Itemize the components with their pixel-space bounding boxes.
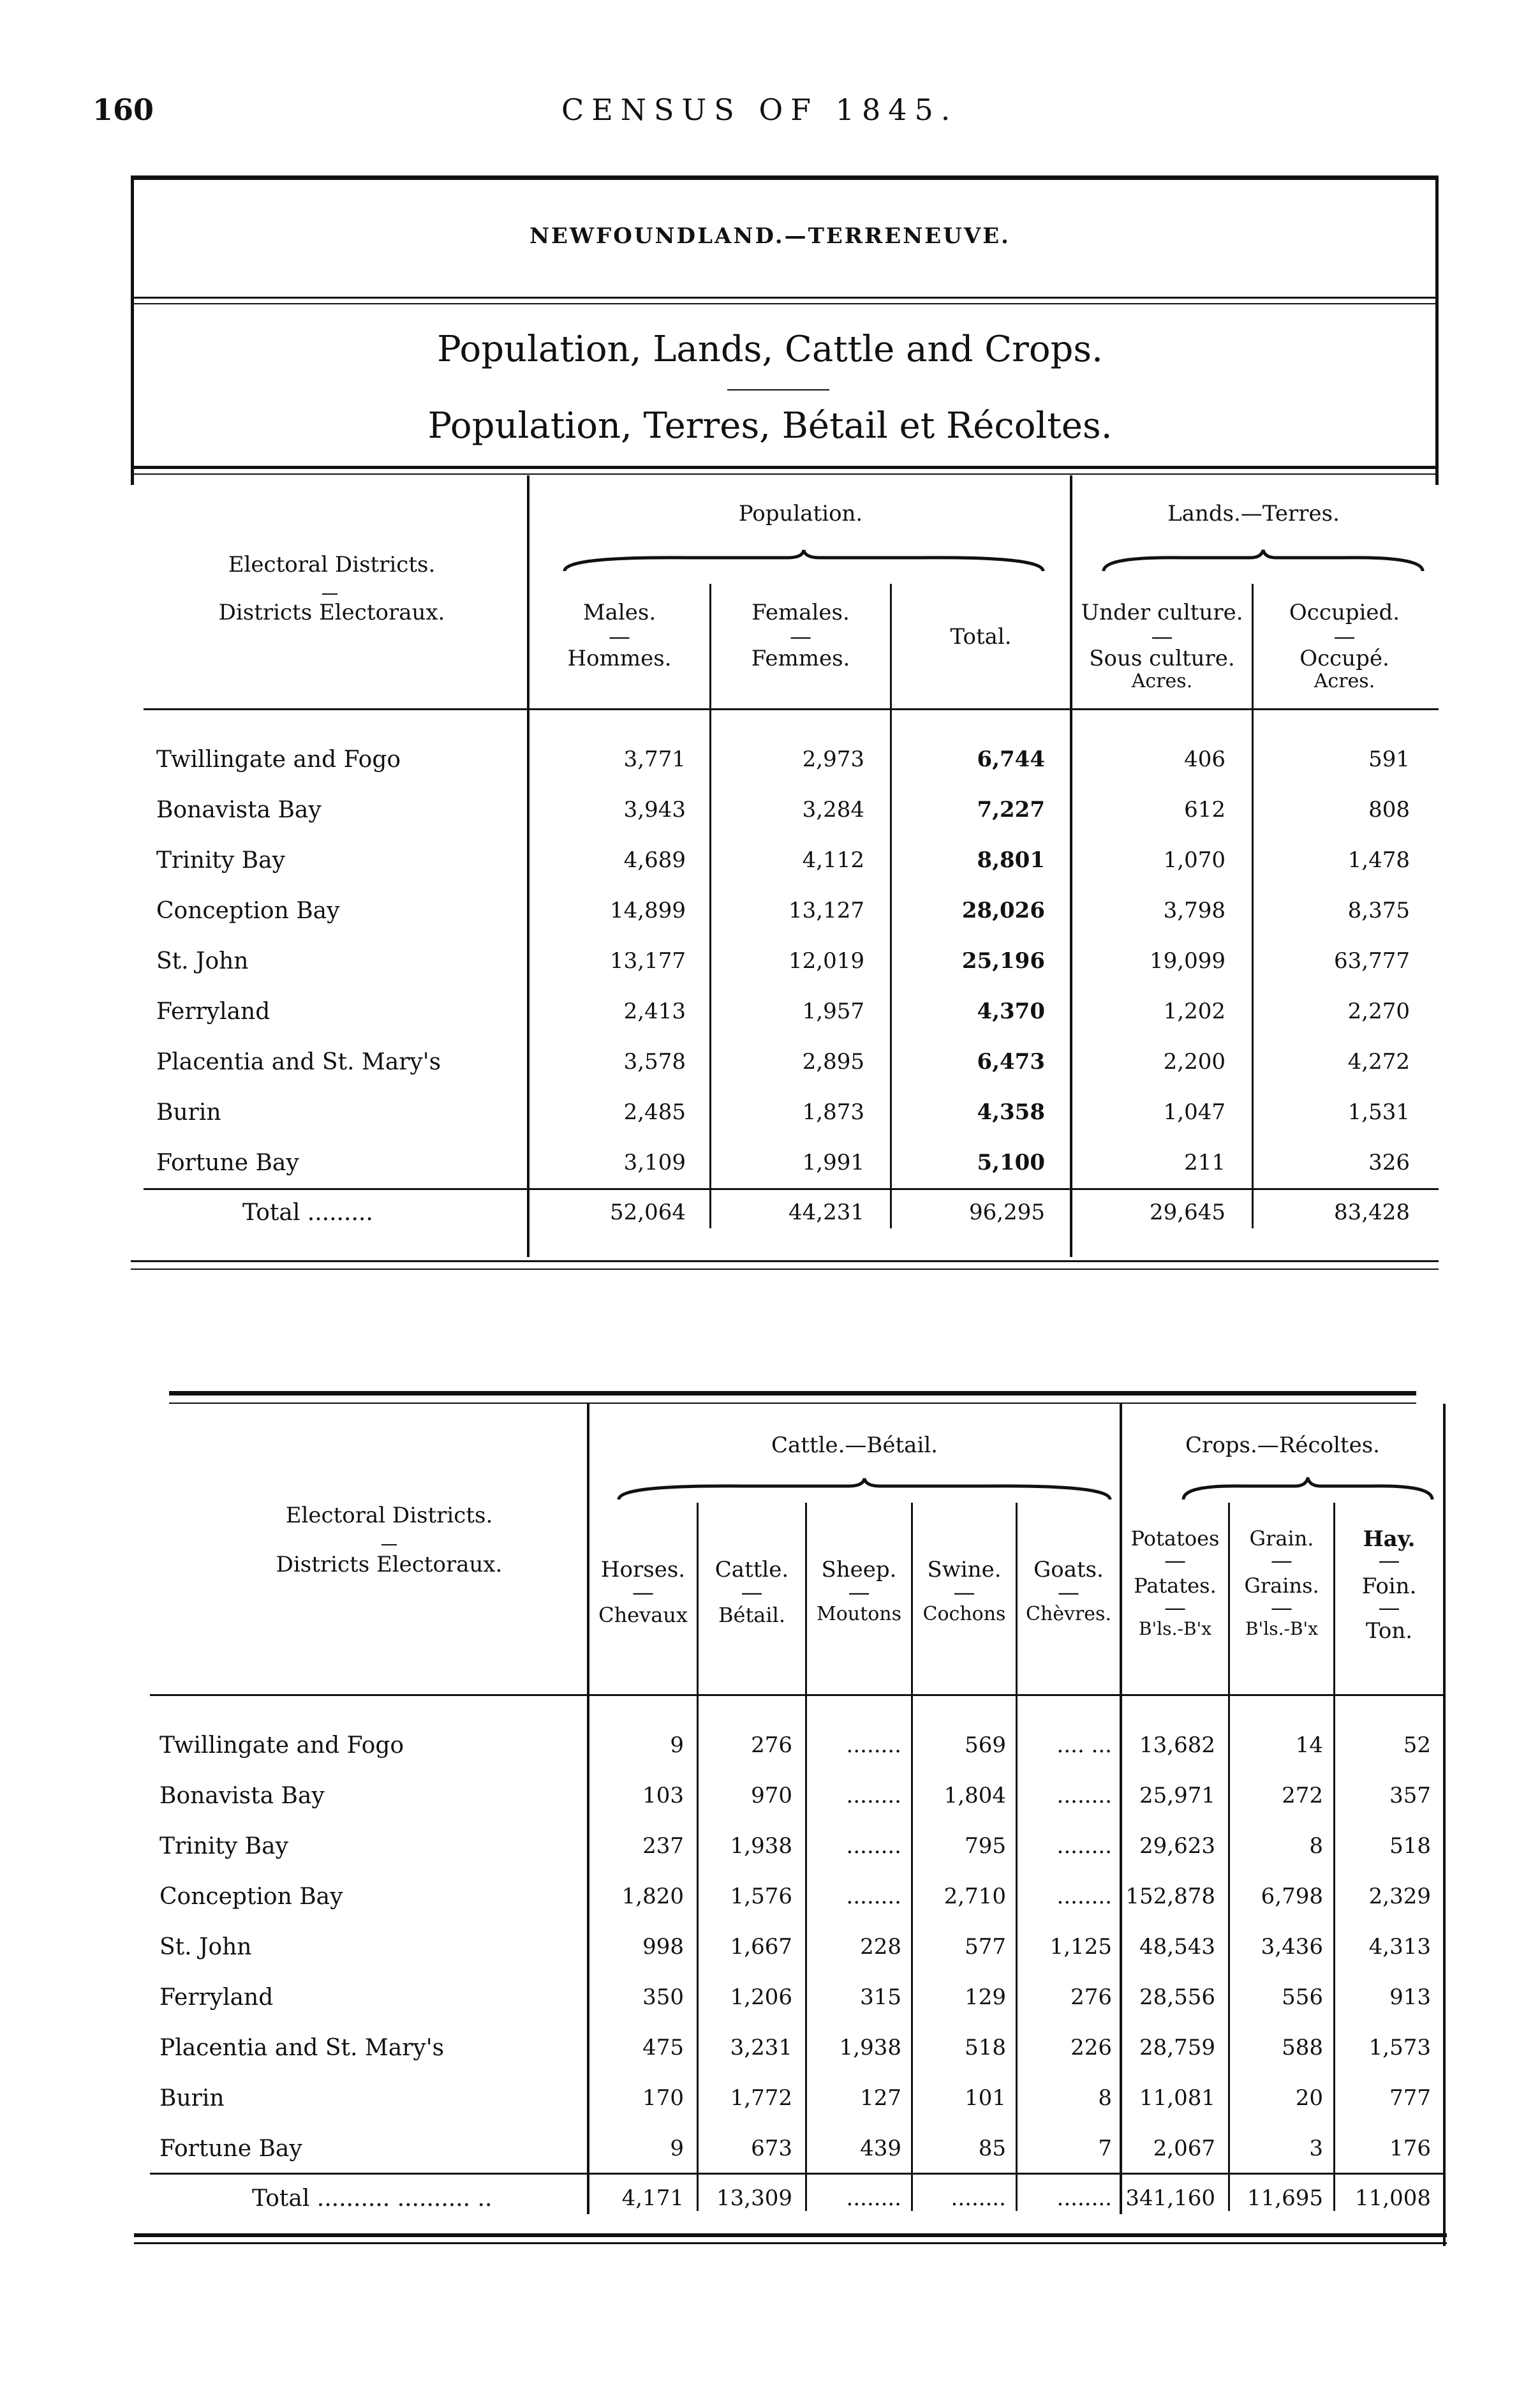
- t2-total-hay: 11,008: [1355, 2185, 1431, 2211]
- cell-grain: 556: [1282, 1984, 1323, 2010]
- t1-total-females: 44,231: [789, 1200, 864, 1225]
- cell-sheep: 315: [860, 1984, 901, 2010]
- cell-grain: 20: [1295, 2085, 1323, 2111]
- cell-cattle: 1,667: [730, 1934, 792, 1960]
- district-name: Fortune Bay: [159, 2136, 302, 2162]
- t1-col-males-fr: Hommes.: [567, 646, 672, 671]
- t1-total-males: 52,064: [610, 1200, 686, 1225]
- cell-horses: 1,820: [621, 1884, 684, 1909]
- t1-bottom-rule: [131, 1260, 1439, 1262]
- t2-col-potatoes-unit: B'ls.-B'x: [1138, 1618, 1212, 1639]
- t2-total-horses: 4,171: [621, 2185, 684, 2211]
- cell-grain: 3: [1309, 2136, 1323, 2161]
- t1-title-en: Population, Lands, Cattle and Crops.: [437, 329, 1103, 370]
- cell-occupied: 326: [1368, 1150, 1410, 1175]
- cell-swine: 101: [965, 2085, 1006, 2111]
- cell-goats: ........: [1056, 1783, 1112, 1808]
- cell-males: 3,771: [623, 747, 686, 772]
- district-name: Ferryland: [156, 999, 270, 1025]
- t1-total-under: 29,645: [1150, 1200, 1225, 1225]
- cell-goats: ........: [1056, 1884, 1112, 1909]
- cell-cattle: 1,576: [730, 1884, 792, 1909]
- cell-horses: 170: [642, 2085, 684, 2111]
- t1-region-rule: [134, 297, 1435, 299]
- cell-hay: 777: [1389, 2085, 1431, 2111]
- cell-females: 1,957: [802, 999, 864, 1024]
- cell-goats: 7: [1098, 2136, 1112, 2161]
- cell-swine: 577: [965, 1934, 1006, 1960]
- cell-sheep: 439: [860, 2136, 901, 2161]
- cell-grain: 8: [1309, 1833, 1323, 1859]
- cell-hay: 4,313: [1368, 1934, 1431, 1960]
- cell-occupied: 2,270: [1347, 999, 1410, 1024]
- t1-col-females-dash: —: [790, 624, 811, 650]
- t2-col-grain-dash-2: —: [1271, 1595, 1292, 1621]
- t1-col-occ-fr: Occupé.: [1299, 646, 1389, 671]
- cell-grain: 6,798: [1261, 1884, 1323, 1909]
- district-name: Burin: [156, 1099, 221, 1126]
- cell-total: 6,473: [977, 1049, 1045, 1075]
- cell-hay: 357: [1389, 1783, 1431, 1808]
- cell-goats: ........: [1056, 1833, 1112, 1859]
- cell-goats: 8: [1098, 2085, 1112, 2111]
- t2-col-hay-en: Hay.: [1363, 1526, 1416, 1552]
- t1-title-fr: Population, Terres, Bétail et Récoltes.: [427, 405, 1113, 447]
- cell-potatoes: 152,878: [1125, 1884, 1215, 1909]
- district-name: Bonavista Bay: [156, 797, 322, 823]
- t2-col-sheep-dash: —: [848, 1580, 870, 1605]
- cell-occupied: 63,777: [1334, 948, 1410, 974]
- cell-males: 2,413: [623, 999, 686, 1024]
- t2-col-grain-en: Grain.: [1249, 1526, 1314, 1551]
- cell-sheep: ........: [846, 1732, 901, 1758]
- t2-col-grain-unit: B'ls.-B'x: [1245, 1618, 1319, 1639]
- t1-col-under-dash: —: [1151, 624, 1173, 650]
- t2-cattle-brace: [616, 1477, 1113, 1503]
- t1-population-brace: [561, 549, 1046, 574]
- cell-total: 5,100: [977, 1150, 1045, 1175]
- t2-col-sheep-en: Sheep.: [821, 1557, 897, 1582]
- cell-horses: 998: [642, 1934, 684, 1960]
- t2-total-goats: ........: [1056, 2185, 1112, 2211]
- t1-lands-brace: [1100, 549, 1426, 574]
- district-name: Ferryland: [159, 1984, 274, 2011]
- t1-region-rule-2: [134, 303, 1435, 304]
- cell-hay: 176: [1389, 2136, 1431, 2161]
- t2-col-potatoes-en: Potatoes: [1130, 1526, 1220, 1551]
- cell-males: 13,177: [610, 948, 686, 974]
- t2-col-cattle-en: Cattle.: [714, 1557, 789, 1582]
- cell-horses: 475: [642, 2035, 684, 2060]
- t2-col-goats-fr: Chèvres.: [1025, 1603, 1111, 1625]
- t2-col-potatoes-dash: —: [1164, 1548, 1186, 1574]
- cell-females: 2,895: [802, 1049, 864, 1075]
- cell-sheep: 127: [860, 2085, 901, 2111]
- t2-total-cattle: 13,309: [716, 2185, 792, 2211]
- cell-males: 4,689: [623, 847, 686, 873]
- cell-occupied: 8,375: [1347, 898, 1410, 923]
- cell-potatoes: 29,623: [1139, 1833, 1215, 1859]
- cell-hay: 1,573: [1368, 2035, 1431, 2060]
- cell-grain: 588: [1282, 2035, 1323, 2060]
- t2-header-bottom-rule: [150, 1694, 1445, 1696]
- t1-header-bottom-rule: [144, 708, 1439, 710]
- cell-sheep: ........: [846, 1833, 901, 1859]
- cell-females: 1,873: [802, 1099, 864, 1125]
- district-name: Conception Bay: [159, 1884, 343, 1910]
- cell-under: 1,070: [1163, 847, 1225, 873]
- cell-potatoes: 48,543: [1139, 1934, 1215, 1960]
- district-name: Placentia and St. Mary's: [159, 2035, 445, 2061]
- t2-crops-brace: [1180, 1477, 1435, 1503]
- t2-col-grain-fr: Grains.: [1244, 1574, 1319, 1598]
- t2-total-swine: ........: [951, 2185, 1006, 2211]
- cell-grain: 272: [1282, 1783, 1323, 1808]
- t2-col-potatoes-fr: Patates.: [1134, 1574, 1217, 1598]
- t1-district-header-en: Electoral Districts.: [228, 552, 436, 577]
- t1-col-males-en: Males.: [582, 600, 656, 625]
- t2-top-rule-2: [169, 1403, 1416, 1404]
- cell-cattle: 3,231: [730, 2035, 792, 2060]
- cell-cattle: 1,772: [730, 2085, 792, 2111]
- t1-col-males-dash: —: [609, 624, 630, 650]
- t2-col-hay-fr: Foin.: [1361, 1574, 1417, 1599]
- t2-col-horses-fr: Chevaux: [598, 1603, 688, 1627]
- district-name: Twillingate and Fogo: [156, 747, 401, 773]
- cell-total: 28,026: [961, 898, 1045, 923]
- cell-total: 25,196: [961, 948, 1045, 974]
- cell-cattle: 276: [751, 1732, 792, 1758]
- t1-col-under-unit: Acres.: [1131, 670, 1193, 692]
- cell-total: 6,744: [977, 747, 1045, 772]
- t2-col-hay-dash: —: [1378, 1548, 1400, 1574]
- page-number: 160: [93, 93, 154, 127]
- t2-col-swine-en: Swine.: [927, 1557, 1002, 1582]
- t1-district-header-dash: [322, 593, 337, 595]
- t2-right-border: [1443, 1404, 1446, 2246]
- cell-total: 8,801: [977, 847, 1045, 873]
- cell-males: 2,485: [623, 1099, 686, 1125]
- cell-goats: 276: [1070, 1984, 1112, 2010]
- cell-sheep: ........: [846, 1783, 901, 1808]
- cell-sheep: 1,938: [839, 2035, 901, 2060]
- t2-col-cattle-dash: —: [741, 1580, 763, 1605]
- cell-cattle: 1,206: [730, 1984, 792, 2010]
- cell-goats: 226: [1070, 2035, 1112, 2060]
- t2-total-potatoes: 341,160: [1125, 2185, 1215, 2211]
- cell-horses: 9: [670, 2136, 684, 2161]
- t1-total-total: 96,295: [969, 1200, 1045, 1225]
- t1-total-label: Total .........: [242, 1200, 373, 1226]
- cell-under: 612: [1184, 797, 1225, 822]
- t1-col-occ-en: Occupied.: [1289, 600, 1400, 625]
- district-name: Twillingate and Fogo: [159, 1732, 404, 1759]
- cell-under: 211: [1184, 1150, 1225, 1175]
- cell-hay: 2,329: [1368, 1884, 1431, 1909]
- t1-top-rule: [131, 175, 1439, 180]
- t1-group-population: Population.: [738, 501, 863, 526]
- t1-col-females-fr: Femmes.: [751, 646, 850, 671]
- t1-header-top-rule-2: [131, 473, 1439, 475]
- cell-females: 12,019: [789, 948, 864, 974]
- district-name: St. John: [156, 948, 249, 974]
- t2-col-hay-dash-2: —: [1378, 1595, 1400, 1621]
- cell-hay: 518: [1389, 1833, 1431, 1859]
- cell-under: 1,202: [1163, 999, 1225, 1024]
- t1-title-divider: [727, 389, 829, 391]
- t2-col-goats-en: Goats.: [1033, 1557, 1104, 1582]
- cell-potatoes: 28,556: [1139, 1984, 1215, 2010]
- cell-goats: 1,125: [1049, 1934, 1112, 1960]
- cell-horses: 103: [642, 1783, 684, 1808]
- t1-col-total: Total.: [950, 624, 1012, 650]
- t1-total-occupied: 83,428: [1334, 1200, 1410, 1225]
- t2-col-hay-unit: Ton.: [1365, 1618, 1413, 1644]
- cell-cattle: 970: [751, 1783, 792, 1808]
- cell-sheep: 228: [860, 1934, 901, 1960]
- t2-total-grain: 11,695: [1247, 2185, 1323, 2211]
- t1-total-top-rule: [144, 1188, 1439, 1190]
- t1-district-header-fr: Districts Electoraux.: [218, 600, 445, 625]
- cell-total: 4,358: [977, 1099, 1045, 1125]
- t1-col-under-en: Under culture.: [1081, 600, 1243, 625]
- district-name: St. John: [159, 1934, 252, 1960]
- cell-grain: 14: [1295, 1732, 1323, 1758]
- district-name: Trinity Bay: [159, 1833, 288, 1859]
- district-name: Conception Bay: [156, 898, 340, 924]
- cell-swine: 129: [965, 1984, 1006, 2010]
- t1-header-top-rule: [131, 466, 1439, 469]
- cell-males: 3,578: [623, 1049, 686, 1075]
- t2-col-swine-dash: —: [953, 1580, 975, 1605]
- t2-district-header-fr: Districts Electoraux.: [276, 1552, 503, 1577]
- cell-females: 3,284: [802, 797, 864, 822]
- cell-potatoes: 28,759: [1139, 2035, 1215, 2060]
- cell-horses: 237: [642, 1833, 684, 1859]
- t2-group-cattle: Cattle.—Bétail.: [771, 1433, 938, 1458]
- cell-swine: 85: [978, 2136, 1006, 2161]
- district-name: Bonavista Bay: [159, 1783, 325, 1809]
- district-name: Trinity Bay: [156, 847, 285, 874]
- t2-district-header-en: Electoral Districts.: [285, 1503, 493, 1528]
- cell-under: 19,099: [1150, 948, 1225, 974]
- cell-under: 3,798: [1163, 898, 1225, 923]
- t2-district-header-dash: [381, 1544, 397, 1545]
- cell-swine: 2,710: [944, 1884, 1006, 1909]
- cell-total: 7,227: [977, 797, 1045, 822]
- cell-males: 14,899: [610, 898, 686, 923]
- cell-under: 2,200: [1163, 1049, 1225, 1075]
- t2-col-horses-en: Horses.: [600, 1557, 686, 1582]
- t2-col-horses-dash: —: [632, 1580, 654, 1605]
- cell-horses: 9: [670, 1732, 684, 1758]
- cell-occupied: 4,272: [1347, 1049, 1410, 1075]
- t2-col-grain-dash: —: [1271, 1548, 1292, 1574]
- cell-under: 1,047: [1163, 1099, 1225, 1125]
- cell-hay: 913: [1389, 1984, 1431, 2010]
- t2-total-label: Total .......... .......... ..: [252, 2185, 492, 2212]
- t1-region-title: NEWFOUNDLAND.—TERRENEUVE.: [529, 223, 1011, 249]
- cell-cattle: 673: [751, 2136, 792, 2161]
- t1-col-under-fr: Sous culture.: [1089, 646, 1235, 671]
- t1-group-lands: Lands.—Terres.: [1167, 501, 1340, 526]
- cell-potatoes: 2,067: [1153, 2136, 1215, 2161]
- cell-swine: 518: [965, 2035, 1006, 2060]
- t2-col-goats-dash: —: [1058, 1580, 1079, 1605]
- cell-occupied: 591: [1368, 747, 1410, 772]
- cell-potatoes: 13,682: [1139, 1732, 1215, 1758]
- cell-occupied: 1,478: [1347, 847, 1410, 873]
- cell-males: 3,109: [623, 1150, 686, 1175]
- cell-grain: 3,436: [1261, 1934, 1323, 1960]
- t2-bottom-rule-2: [134, 2242, 1447, 2244]
- district-name: Burin: [159, 2085, 225, 2111]
- t2-total-top-rule: [150, 2173, 1445, 2175]
- district-name: Placentia and St. Mary's: [156, 1049, 441, 1075]
- running-title: CENSUS OF 1845.: [561, 93, 958, 127]
- cell-cattle: 1,938: [730, 1833, 792, 1859]
- cell-females: 1,991: [802, 1150, 864, 1175]
- cell-females: 13,127: [789, 898, 864, 923]
- cell-under: 406: [1184, 747, 1225, 772]
- cell-swine: 569: [965, 1732, 1006, 1758]
- cell-occupied: 808: [1368, 797, 1410, 822]
- t2-col-potatoes-dash-2: —: [1164, 1595, 1186, 1621]
- cell-sheep: ........: [846, 1884, 901, 1909]
- cell-horses: 350: [642, 1984, 684, 2010]
- cell-total: 4,370: [977, 999, 1045, 1024]
- t2-bottom-rule: [134, 2233, 1447, 2237]
- district-name: Fortune Bay: [156, 1150, 299, 1176]
- cell-males: 3,943: [623, 797, 686, 822]
- t2-group-crops: Crops.—Récoltes.: [1185, 1433, 1380, 1458]
- t2-total-sheep: ........: [846, 2185, 901, 2211]
- cell-females: 2,973: [802, 747, 864, 772]
- t1-col-occ-dash: —: [1333, 624, 1356, 650]
- t2-top-rule: [169, 1391, 1416, 1395]
- cell-occupied: 1,531: [1347, 1099, 1410, 1125]
- cell-potatoes: 11,081: [1139, 2085, 1215, 2111]
- t1-bottom-rule-2: [131, 1269, 1439, 1270]
- t2-col-swine-fr: Cochons: [922, 1603, 1006, 1625]
- t2-col-cattle-fr: Bétail.: [718, 1603, 786, 1627]
- cell-goats: .... ...: [1056, 1732, 1112, 1758]
- cell-females: 4,112: [802, 847, 864, 873]
- cell-swine: 1,804: [944, 1783, 1006, 1808]
- t1-col-females-en: Females.: [751, 600, 850, 625]
- t1-col-occ-unit: Acres.: [1314, 670, 1375, 692]
- t2-col-sheep-fr: Moutons: [817, 1603, 901, 1625]
- cell-potatoes: 25,971: [1139, 1783, 1215, 1808]
- cell-swine: 795: [965, 1833, 1006, 1859]
- cell-hay: 52: [1403, 1732, 1431, 1758]
